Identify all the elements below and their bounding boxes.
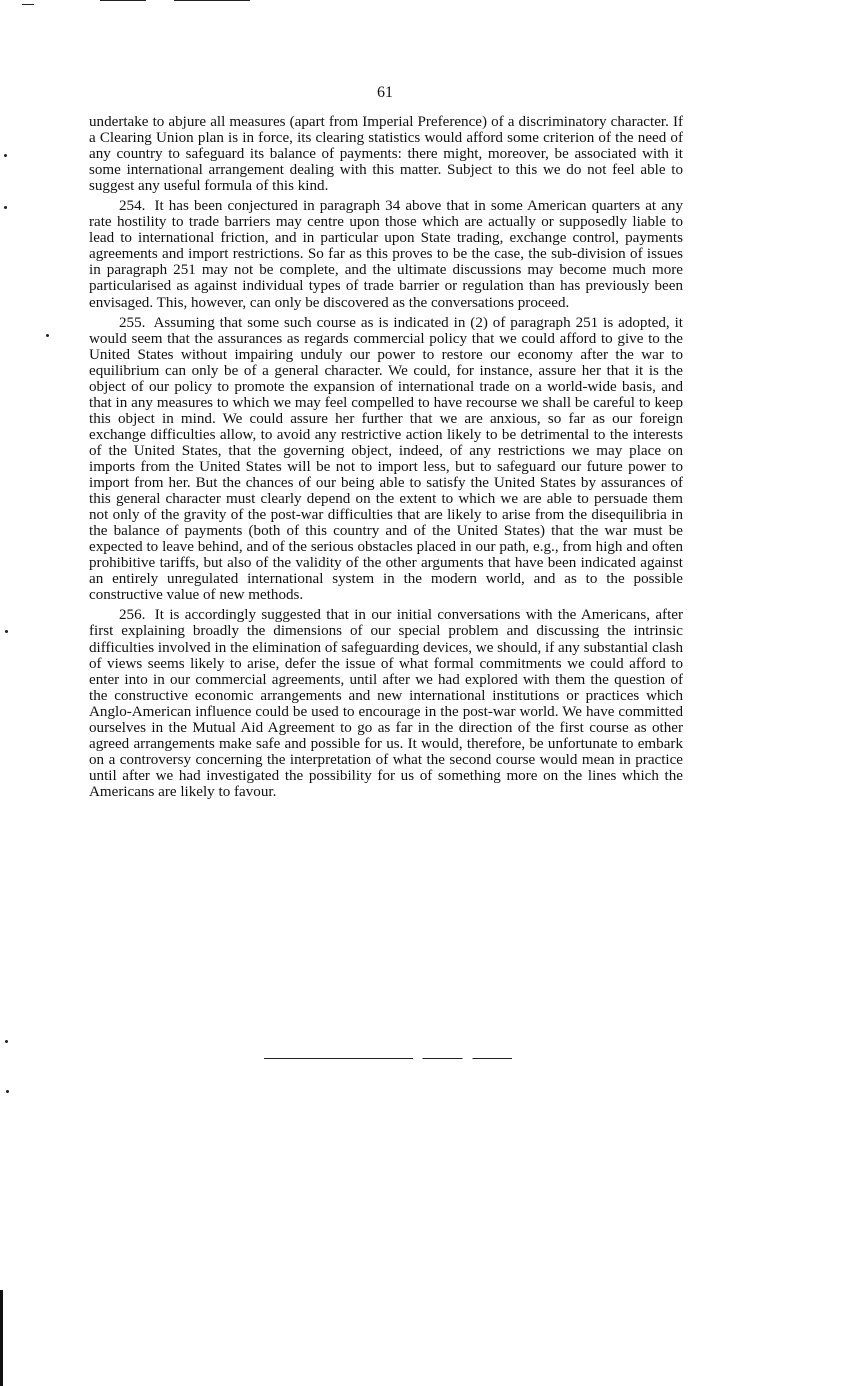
margin-speck <box>4 206 7 209</box>
page-number: 61 <box>377 84 393 101</box>
paragraph-text: It is accordingly suggested that in our initial conversations with the Americans, after first explaining broadly the dimensions of our special problem and discussing the intrinsic difficulties involved in the elimination of safeguarding devices, we should, if any substantial clash of views seems likely to arise, defer the issue of what formal commitments we could afford to enter into in our commercial agreements, until after we had explored with them the question of the constructive economic arrangements and new international institutions or practices which Anglo-American influence could be used to encourage in the post-war world. We have committed ourselves in the Mutual Aid Agreement to go as far in the direction of the first course as other agreed arrangements make safe and possible for us. It would, therefore, be unfortunate to embark on a controversy concerning the interpretation of what the second course would mean in practice until after we had investigated the possibility for us of something more on the lines which the Americans are likely to favour. <box>89 607 683 800</box>
paragraph-253-continued <box>89 114 683 194</box>
paragraph-256 <box>89 607 683 800</box>
paragraph-255 <box>89 315 683 604</box>
scan-mark <box>100 0 146 1</box>
margin-speck <box>5 630 8 633</box>
scan-mark <box>174 0 250 1</box>
paragraph-text: It has been conjectured in paragraph 34 above that in some American quarters at any rate hostility to trade barriers may centre upon those which are actually or supposedly liable to lead to international friction, and in particular upon State trading, exchange control, payments agreements and import restrictions. So far as this proves to be the case, the sub-division of issues in paragraph 251 may not be complete, and the ultimate discussions may become much more particularised as against individual types of trade barrier or regulation than has previously been envisaged. This, however, can only be discovered as the conversations proceed. <box>89 198 683 311</box>
margin-speck <box>4 154 7 157</box>
paragraph-number: 256. <box>119 607 146 624</box>
end-rule <box>264 1058 512 1059</box>
scan-mark <box>22 4 34 5</box>
scan-edge <box>0 1290 3 1386</box>
paragraph-254 <box>89 198 683 310</box>
paragraph-number: 255. <box>119 314 146 331</box>
margin-speck <box>6 1090 9 1093</box>
paragraph-text: Assuming that some such course as is indicated in (2) of paragraph 251 is adopted, it would seem that the assurances as regards commercial policy that we could afford to give to the United States without impairing unduly our power to restore our economy after the war to equilibrium can only be of a general character. We could, for instance, assure her that it is the object of our policy to promote the expansion of international trade on a world-wide basis, and that in any measures to which we may feel compelled to have recourse we shall be careful to keep this object in mind. We could assure her further that we are anxious, so far as our foreign exchange difficulties allow, to avoid any restrictive action likely to be detrimental to the interests of the United States, that the governing object, indeed, of any restrictions we may place on imports from the United States will be not to import less, but to safeguard our future power to import from her. But the chances of our being able to satisfy the United States by assurances of this general character must clearly depend on the extent to which we are able to persuade them not only of the gravity of the post-war difficulties that are likely to arise from the disequilibria in the balance of payments (both of this country and of the United States) that the war must be expected to leave behind, and of the serious obstacles placed in our path, e.g., from high and often prohibitive tariffs, but also of the validity of the other arguments that have been indicated against an entirely unregulated international system in the modern world, and as to the possible constructive value of new methods. <box>89 314 683 604</box>
margin-speck <box>5 1040 8 1043</box>
paragraph-text: undertake to abjure all measures (apart from Imperial Preference) of a discriminatory character. If a Clearing Union plan is in force, its clearing statistics would afford some criterion of the need of any country to safeguard its balance of payments: there might, moreover, be associated with it some international arrangement dealing with this matter. Subject to this we do not feel able to suggest any useful formula of this kind. <box>89 114 683 195</box>
paragraph-number: 254. <box>119 198 146 215</box>
margin-speck <box>46 334 49 337</box>
document-body <box>89 114 683 804</box>
